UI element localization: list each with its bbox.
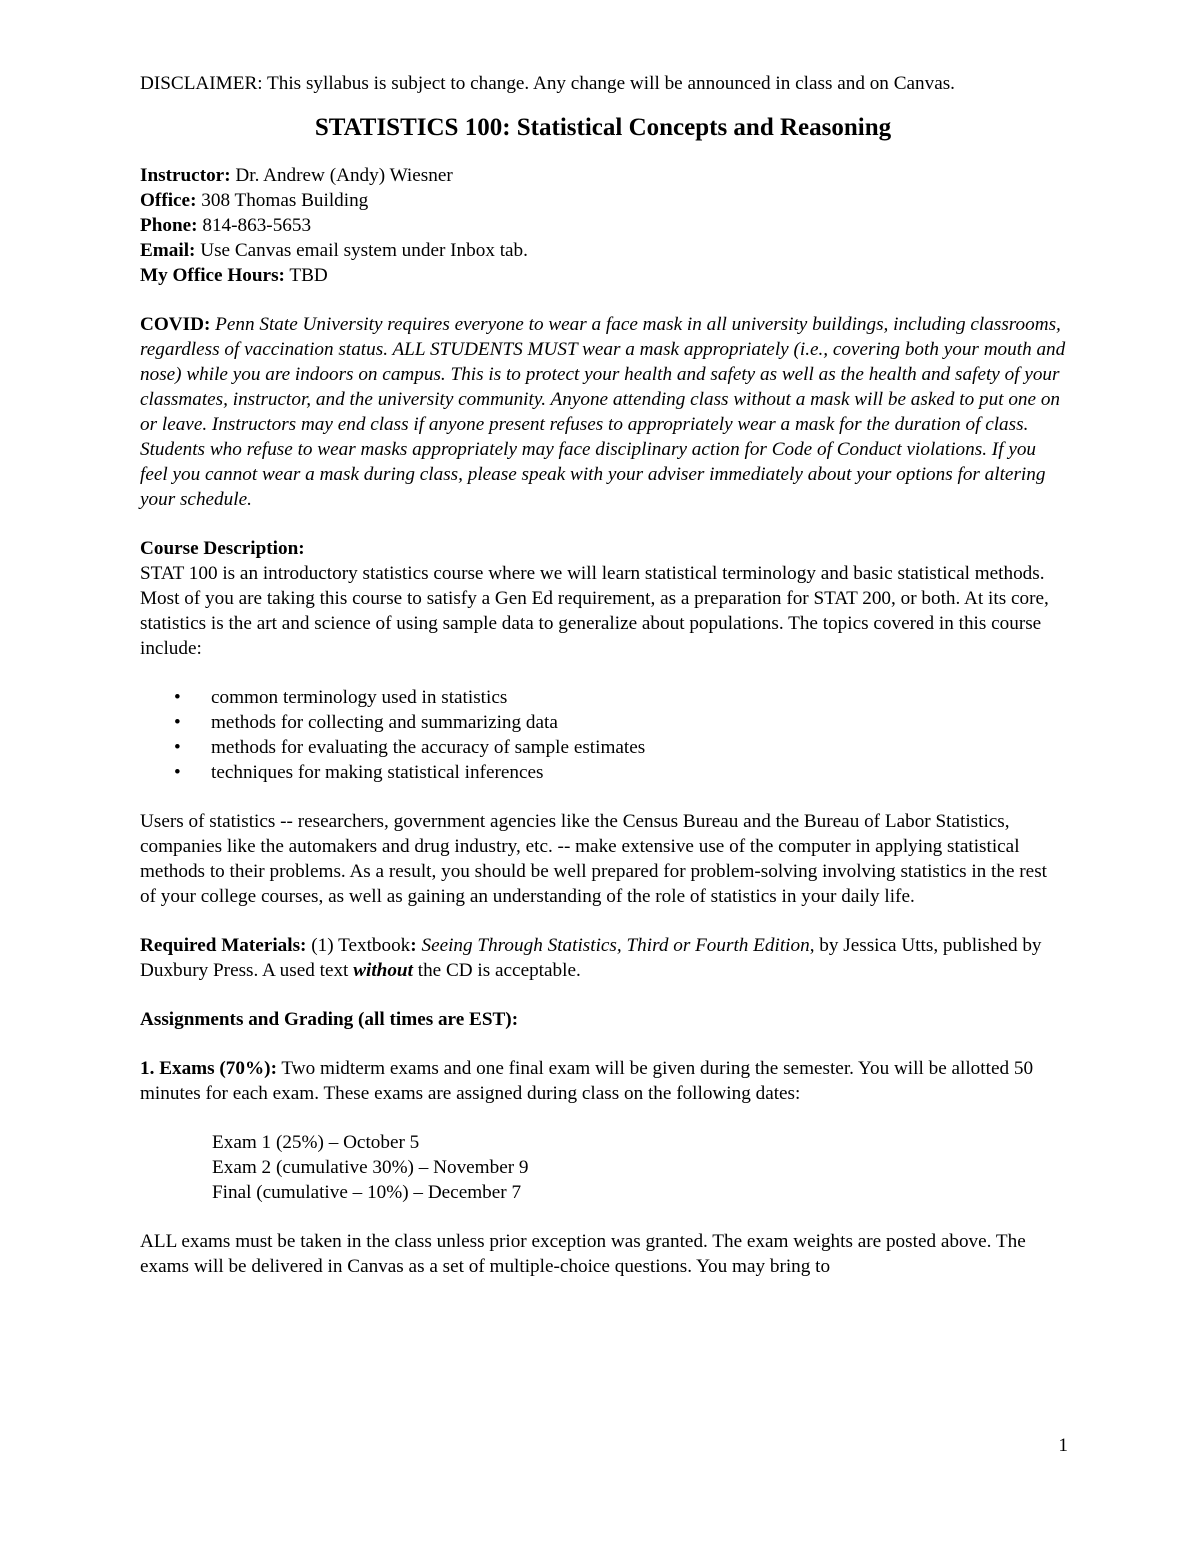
office-value: 308 Thomas Building — [196, 190, 369, 211]
phone-line — [140, 213, 1066, 238]
office-label: Office: — [140, 190, 197, 211]
exams-note: ALL exams must be taken in the class unless prior exception was granted. The exam weights are posted above. The exams will be delivered in Canvas as a set of multiple-choice questions. You may bring to — [140, 1231, 1026, 1277]
bullet-icon: • — [174, 762, 181, 783]
list-item: • methods for collecting and summarizing data — [174, 712, 558, 733]
list-item: • methods for evaluating the accuracy of sample estimates — [174, 737, 646, 758]
required-materials-label: Required Materials: — [140, 935, 307, 956]
list-item: Exam 2 (cumulative 30%) – November 9 — [212, 1157, 529, 1178]
disclaimer: DISCLAIMER: This syllabus is subject to change. Any change will be announced in class and on Canvas. — [140, 73, 955, 94]
exams-label: 1. Exams (70%): — [140, 1058, 277, 1079]
covid-label: COVID: — [140, 314, 211, 335]
grading-heading: Assignments and Grading (all times are EST): — [140, 1009, 519, 1030]
office-line — [140, 188, 1066, 213]
email-label: Email: — [140, 240, 196, 261]
bullet-icon: • — [174, 687, 181, 708]
email-line — [140, 238, 1066, 263]
bullet-icon: • — [174, 737, 181, 758]
page-title: STATISTICS 100: Statistical Concepts and Reasoning — [314, 114, 892, 141]
instructor-label: Instructor: — [140, 165, 231, 186]
bullet-icon: • — [174, 712, 181, 733]
list-item: Exam 1 (25%) – October 5 — [212, 1132, 420, 1153]
office-hours-label: My Office Hours: — [140, 265, 285, 286]
course-description-section — [140, 536, 1066, 661]
phone-value: 814-863-5653 — [197, 215, 312, 236]
exams-text: Two midterm exams and one final exam will be given during the semester. You will be allotted 50 minutes for each exam. These exams are assigned during class on the following dates: — [140, 1058, 1034, 1104]
instructor-line — [140, 163, 1066, 188]
exam-schedule — [140, 1130, 1066, 1205]
list-item: • common terminology used in statistics — [174, 687, 508, 708]
textbook-title: Seeing Through Statistics, Third or Fourth Edition — [416, 935, 810, 956]
exams-paragraph — [140, 1056, 1066, 1106]
instructor-value: Dr. Andrew (Andy) Wiesner — [230, 165, 453, 186]
topics-list — [140, 685, 1066, 785]
covid-paragraph — [140, 312, 1066, 512]
covid-text: Penn State University requires everyone to wear a face mask in all university buildings, including classrooms, regardless of vaccination status. ALL STUDENTS MUST wear a mask appropriately (i.e., covering both your mouth and nose) while you are indoors on campus. This is to protect your health and safety as well as the health and safety of your classmates, instructor, and the university community. Anyone attending class without a mask will be asked to put one on or leave. Instructors may end class if anyone present refuses to appropriately wear a mask for the duration of class. Students who refuse to wear masks appropriately may face disciplinary action for Code of Conduct violations. If you feel you cannot wear a mask during class, please speak with your adviser immediately about your options for altering your schedule. — [140, 314, 1066, 510]
course-description-text: STAT 100 is an introductory statistics course where we will learn statistical terminology and basic statistical methods. Most of you are taking this course to satisfy a Gen Ed requirement, as a preparation for STAT 200, or both. At its core, statistics is the art and science of using sample data to generalize about populations. The topics covered in this course include: — [140, 563, 1049, 659]
contact-info — [140, 163, 1066, 288]
list-item: • techniques for making statistical inferences — [174, 762, 544, 783]
without-emphasis: without — [353, 960, 413, 981]
page-number: 1 — [1058, 1435, 1068, 1456]
users-of-statistics-paragraph: Users of statistics -- researchers, government agencies like the Census Bureau and the Bureau of Labor Statistics, companies like the automakers and drug industry, etc. -- make extensive use of the computer in applying statistical methods to their problems. As a result, you should be well prepared for problem-solving involving statistics in the rest of your college courses, as well as gaining an understanding of the role of statistics in your daily life. — [140, 811, 1047, 907]
required-materials-paragraph: Required Materials: (1) Textbook: Seeing Through Statistics, Third or Fourth Edition, by Jessica Utts, published by Duxbury Press. A used text without the CD is acceptable. — [140, 935, 1042, 981]
phone-label: Phone: — [140, 215, 198, 236]
course-description-heading: Course Description: — [140, 538, 305, 559]
email-value: Use Canvas email system under Inbox tab. — [195, 240, 528, 261]
page-content — [140, 71, 1066, 1279]
office-hours-line — [140, 263, 1066, 288]
list-item: Final (cumulative – 10%) – December 7 — [212, 1182, 522, 1203]
office-hours-value: TBD — [284, 265, 328, 286]
